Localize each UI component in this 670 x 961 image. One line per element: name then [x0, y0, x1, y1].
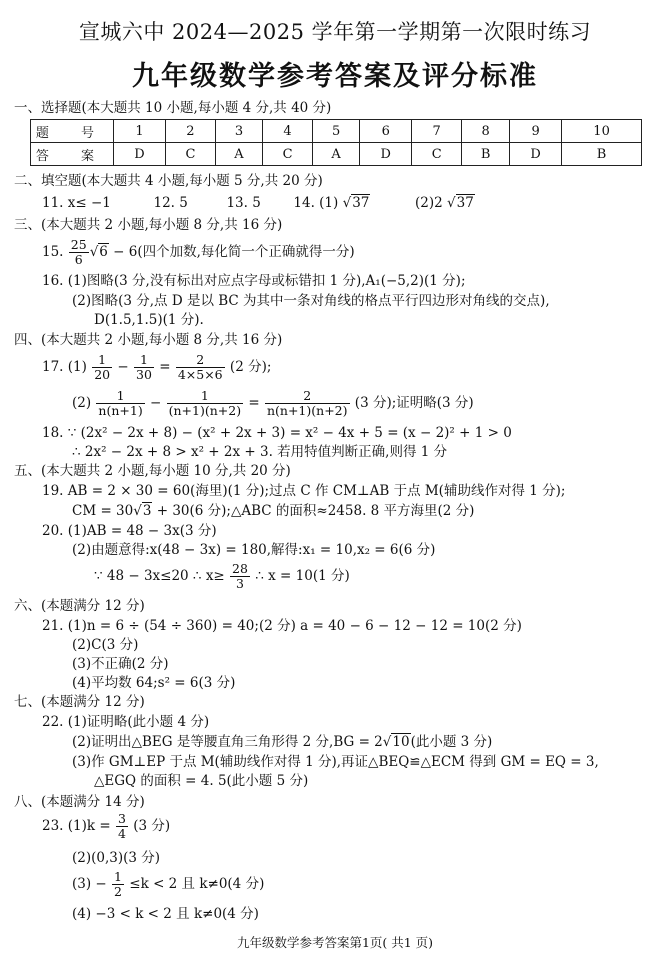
equals-sign: =: [248, 395, 260, 411]
fraction-numerator: 1: [167, 389, 243, 404]
fraction: [112, 870, 124, 899]
q23-line-2: (2)(0,3)(3 分): [72, 850, 161, 866]
table-cell: 4: [263, 120, 313, 143]
q20-result: ∴ x = 10(1 分): [255, 568, 350, 584]
q22-line-2: (2)证明出△BEG 是等腰直角三角形得 2 分,BG = 2√10(此小题 3 分): [72, 734, 493, 750]
q11-number: 11.: [42, 195, 64, 211]
fraction-denominator: 6: [74, 252, 83, 267]
q17-number: 17. (1): [42, 359, 87, 375]
fraction: [176, 353, 225, 382]
table-cell: A: [215, 143, 262, 166]
table-cell: 7: [412, 120, 462, 143]
q17-line-2: [72, 387, 474, 419]
q21-line-4: (4)平均数 64;s² = 6(3 分): [72, 675, 236, 691]
q15-fraction: [69, 238, 89, 267]
q19-radicand: 3: [142, 503, 152, 519]
q11-answer: x≤ −1: [67, 195, 111, 211]
table-cell: D: [360, 143, 412, 166]
table-cell: B: [562, 143, 642, 166]
q17-tail: (2 分);: [229, 359, 272, 375]
table-cell: 9: [510, 120, 562, 143]
fraction-denominator: 2: [114, 884, 122, 899]
fraction-numerator: 1: [134, 353, 154, 368]
section6-heading: 六、(本题满分 12 分): [14, 598, 145, 614]
q23-part1-score: (3 分): [133, 818, 171, 834]
section3-heading: 三、(本大题共 2 小题,每小题 8 分,共 16 分): [14, 217, 283, 233]
q23-line-4: (4) −3 < k < 2 且 k≠0(4 分): [72, 906, 259, 922]
q14-radicand-2: 37: [456, 195, 474, 211]
fraction-numerator: 1: [114, 869, 122, 884]
table-cell: 6: [360, 120, 412, 143]
table-cell: A: [312, 143, 359, 166]
q16-line-2: (2)图略(3 分,点 D 是以 BC 为其中一条对角线的格点平行四边形对角线的交点),: [72, 293, 550, 309]
table-cell: 2: [166, 120, 216, 143]
page-footer: 九年级数学参考答案第1页( 共1 页): [236, 935, 434, 950]
q15-rest: − 6(四个加数,每化简一个正确就得一分): [108, 244, 355, 260]
q17-line-1: [42, 351, 271, 383]
q19-cm-value: CM = 30: [72, 503, 134, 519]
q22-radicand: 10: [392, 734, 410, 750]
q21-line-2: (2)C(3 分): [72, 637, 139, 653]
school-title: 宣城六中 2024—2025 学年第一学期第一次限时练习: [78, 20, 592, 44]
fraction-denominator: 4×5×6: [177, 367, 223, 382]
fraction: [92, 353, 112, 382]
fraction-denominator: 20: [94, 367, 111, 382]
fraction-numerator: 1: [92, 353, 112, 368]
table-cell: D: [510, 143, 562, 166]
fraction-denominator: 30: [136, 367, 152, 382]
q23-number: 23. (1)k =: [42, 818, 111, 834]
q14-radicand-1: 37: [352, 195, 370, 211]
q21-line-1: 21. (1)n = 6 ÷ (54 ÷ 360) = 40;(2 分) a = 40 − 6 − 12 − 12 = 10(2 分): [42, 618, 522, 634]
table-cell: D: [114, 143, 166, 166]
row-label-answer: 答 案: [31, 143, 114, 166]
q16-line-3: D(1.5,1.5)(1 分).: [94, 312, 204, 328]
fraction-denominator: n(n+1): [98, 403, 143, 418]
q15-number: 15.: [42, 244, 64, 260]
table-row-numbers: [31, 120, 642, 143]
fraction: [134, 353, 154, 382]
q14-number: 14. (1): [293, 195, 339, 211]
section5-heading: 五、(本大题共 2 小题,每小题 10 分,共 20 分): [14, 463, 291, 479]
table-cell: 5: [312, 120, 359, 143]
q20-line-1: 20. (1)AB = 48 − 3x(3 分): [42, 523, 217, 539]
table-cell: C: [412, 143, 462, 166]
q22-part2-score: (此小题 3 分): [410, 734, 493, 750]
q21-line-3: (3)不正确(2 分): [72, 656, 169, 672]
q11-14-line: 11. x≤ −1 12. 5 13. 5 14. (1) √37 (2)2 √37: [42, 195, 474, 211]
q18-line-1: 18. ∵ (2x² − 2x + 8) − (x² + 2x + 3) = x² − 4x + 5 = (x − 2)² + 1 > 0: [42, 425, 512, 441]
q16-line-1: 16. (1)图略(3 分,没有标出对应点字母或标错扣 1 分),A₁(−5,2)(1 分);: [42, 273, 466, 289]
fraction-denominator: 4: [117, 826, 126, 841]
q12-answer: 12. 5: [153, 195, 188, 211]
q17-tail2: (3 分);证明略(3 分): [354, 395, 474, 411]
q19-line-1: 19. AB = 2 × 30 = 60(海里)(1 分);过点 C 作 CM⊥AB 于点 M(辅助线作对得 1 分);: [42, 483, 566, 499]
q18-line-2: ∴ 2x² − 2x + 8 > x² + 2x + 3. 若用特值判断正确,则得 1 分: [72, 444, 448, 460]
q17-part2: (2): [72, 395, 92, 411]
q14-part2: (2)2: [414, 195, 443, 211]
q23-part3: (3) −: [72, 876, 107, 892]
minus-sign: −: [117, 359, 129, 375]
q13-answer: 13. 5: [226, 195, 261, 211]
section7-heading: 七、(本题满分 12 分): [14, 694, 145, 710]
equals-sign: =: [159, 359, 171, 375]
q20-line-2: (2)由题意得:x(48 − 3x) = 180,解得:x₁ = 10,x₂ = 6(6 分): [72, 542, 436, 558]
section1-heading: 一、选择题(本大题共 10 小题,每小题 4 分,共 40 分): [14, 100, 332, 116]
fraction-numerator: 2: [265, 389, 350, 404]
q23-line-3: [72, 868, 264, 900]
q19-line-2: CM = 30√3 + 30(6 分);△ABC 的面积≈2458. 8 平方海里(2 分): [72, 503, 475, 519]
q23-line-1: [42, 810, 170, 842]
q22-line-1: 22. (1)证明略(此小题 4 分): [42, 714, 210, 730]
section2-heading: 二、填空题(本大题共 4 小题,每小题 5 分,共 20 分): [14, 173, 323, 189]
minus-sign: −: [150, 395, 162, 411]
table-cell: 10: [562, 120, 642, 143]
fraction: [265, 389, 350, 418]
fraction-numerator: 25: [70, 237, 87, 252]
row-label-number: 题 号: [31, 120, 114, 143]
fraction: [116, 812, 128, 841]
fraction-denominator: n(n+1)(n+2): [266, 403, 348, 418]
fraction: [167, 389, 243, 418]
fraction-denominator: 3: [236, 576, 244, 591]
fraction: [96, 389, 144, 418]
fraction-numerator: 3: [117, 811, 126, 826]
section4-heading: 四、(本大题共 2 小题,每小题 8 分,共 16 分): [14, 332, 283, 348]
q15-radicand: 6: [99, 244, 108, 260]
q20-line-3: [94, 560, 350, 592]
fraction-numerator: 2: [176, 353, 225, 368]
q23-part3-range: ≤k < 2 且 k≠0(4 分): [129, 876, 265, 892]
q15-line: 15. $\frac{25}{6}$ √6 − 6(四个加数,每化简一个正确就得一分): [42, 237, 355, 267]
table-row-answers: [31, 143, 642, 166]
q22-line-4: △EGQ 的面积 = 4. 5(此小题 5 分): [94, 773, 309, 789]
fraction-denominator: (n+1)(n+2): [168, 403, 242, 418]
section8-heading: 八、(本题满分 14 分): [14, 794, 145, 810]
main-title: 九年级数学参考答案及评分标准: [132, 61, 538, 92]
table-cell: 8: [462, 120, 510, 143]
table-cell: 1: [114, 120, 166, 143]
answer-table: [30, 119, 642, 166]
fraction: [230, 562, 250, 591]
table-cell: C: [166, 143, 216, 166]
table-cell: C: [263, 143, 313, 166]
q22-line-3: (3)作 GM⊥EP 于点 M(辅助线作对得 1 分),再证△BEQ≌△ECM 得到 GM = EQ = 3,: [72, 754, 599, 770]
q19-area: + 30(6 分);△ABC 的面积≈2458. 8 平方海里(2 分): [152, 503, 475, 519]
q20-condition: ∵ 48 − 3x≤20 ∴ x≥: [94, 568, 225, 584]
fraction-numerator: 28: [232, 561, 248, 576]
fraction-numerator: 1: [96, 389, 144, 404]
q22-part2: (2)证明出△BEG 是等腰直角三角形得 2 分,BG = 2: [72, 734, 383, 750]
table-cell: B: [462, 143, 510, 166]
table-cell: 3: [215, 120, 262, 143]
